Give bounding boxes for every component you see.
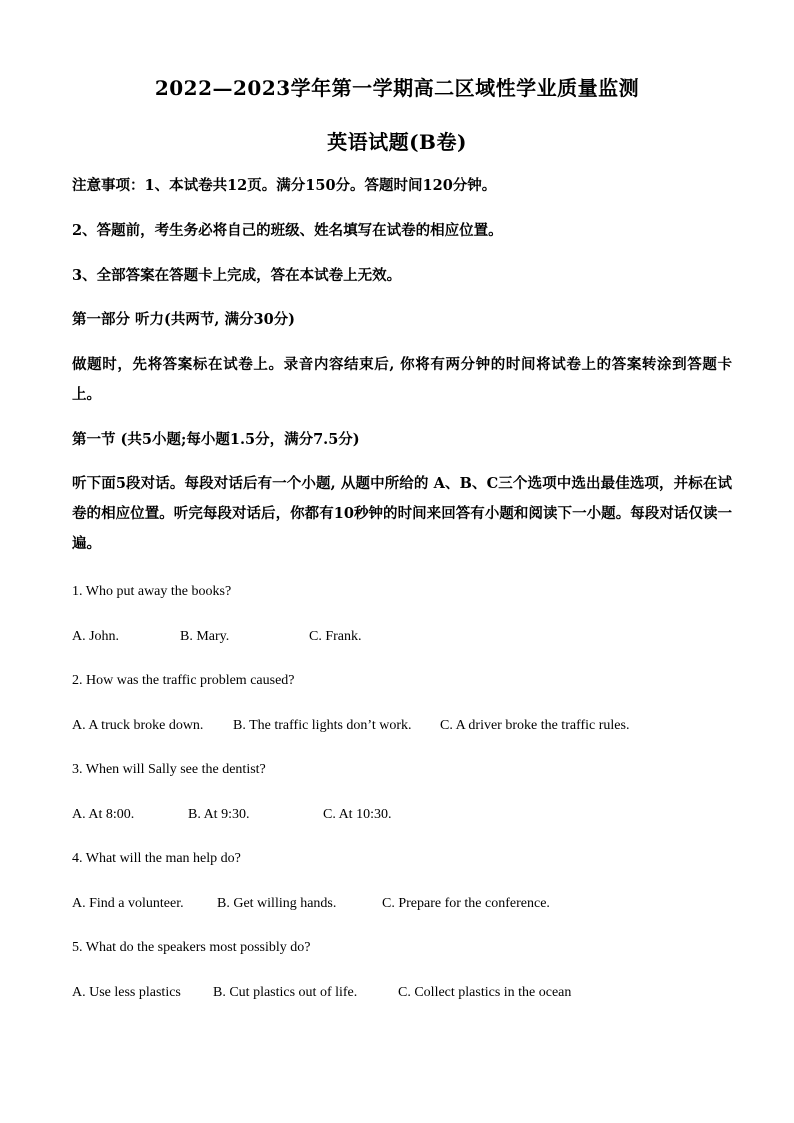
question-3-option-c: C. At 10:30. xyxy=(323,807,392,822)
question-2-stem: 2. How was the traffic problem caused? xyxy=(72,673,295,688)
question-4-option-b: B. Get willing hands. xyxy=(217,896,337,911)
question-1-option-a: A. John. xyxy=(72,629,120,644)
question-4-stem: 4. What will the man help do? xyxy=(72,851,241,866)
question-2-option-b: B. The traffic lights don’t work. xyxy=(233,718,412,733)
note-3: 3、全部答案在答题卡上完成，答在本试卷上无效。 xyxy=(72,267,402,284)
question-2-option-c: C. A driver broke the traffic rules. xyxy=(440,718,630,733)
question-5-option-b: B. Cut plastics out of life. xyxy=(213,985,358,1000)
question-5-stem: 5. What do the speakers most possibly do? xyxy=(72,940,311,955)
exam-subtitle: 英语试题(B卷) xyxy=(327,130,467,154)
part1-instruction: 做题时，先将答案标在试卷上。录音内容结束后, 你将有两分钟的时间将试卷上的答案转涂到答题卡上。 xyxy=(72,356,732,403)
question-1-option-c: C. Frank. xyxy=(309,629,362,644)
exam-title: 2022—2023学年第一学期高二区域性学业质量监测 xyxy=(154,76,640,100)
question-3-stem: 3. When will Sally see the dentist? xyxy=(72,762,266,777)
question-5-option-a: A. Use less plastics xyxy=(72,985,181,1000)
question-1-stem: 1. Who put away the books? xyxy=(72,584,232,599)
section1-instruction: 听下面5段对话。每段对话后有一个小题, 从题中所给的 A、B、C三个选项中选出最佳选项，并标在试卷的相应位置。听完每段对话后，你都有10秒钟的时间来回答有小题和阅读下一小题。每段对话仅读一遍。 xyxy=(72,475,732,552)
question-1-option-b: B. Mary. xyxy=(180,629,230,644)
question-4-option-c: C. Prepare for the conference. xyxy=(382,896,550,911)
question-4-option-a: A. Find a volunteer. xyxy=(72,896,184,911)
part1-heading: 第一部分 听力(共两节, 满分30分) xyxy=(72,311,296,328)
note-2: 2、答题前，考生务必将自己的班级、姓名填写在试卷的相应位置。 xyxy=(72,222,503,239)
question-2-option-a: A. A truck broke down. xyxy=(72,718,204,733)
question-5-option-c: C. Collect plastics in the ocean xyxy=(398,985,572,1000)
question-3-option-b: B. At 9:30. xyxy=(188,807,250,822)
question-3-option-a: A. At 8:00. xyxy=(72,807,135,822)
note-1: 注意事项：1、本试卷共12页。满分150分。答题时间120分钟。 xyxy=(72,177,497,194)
section1-heading: 第一节 (共5小题;每小题1.5分，满分7.5分) xyxy=(72,431,360,448)
